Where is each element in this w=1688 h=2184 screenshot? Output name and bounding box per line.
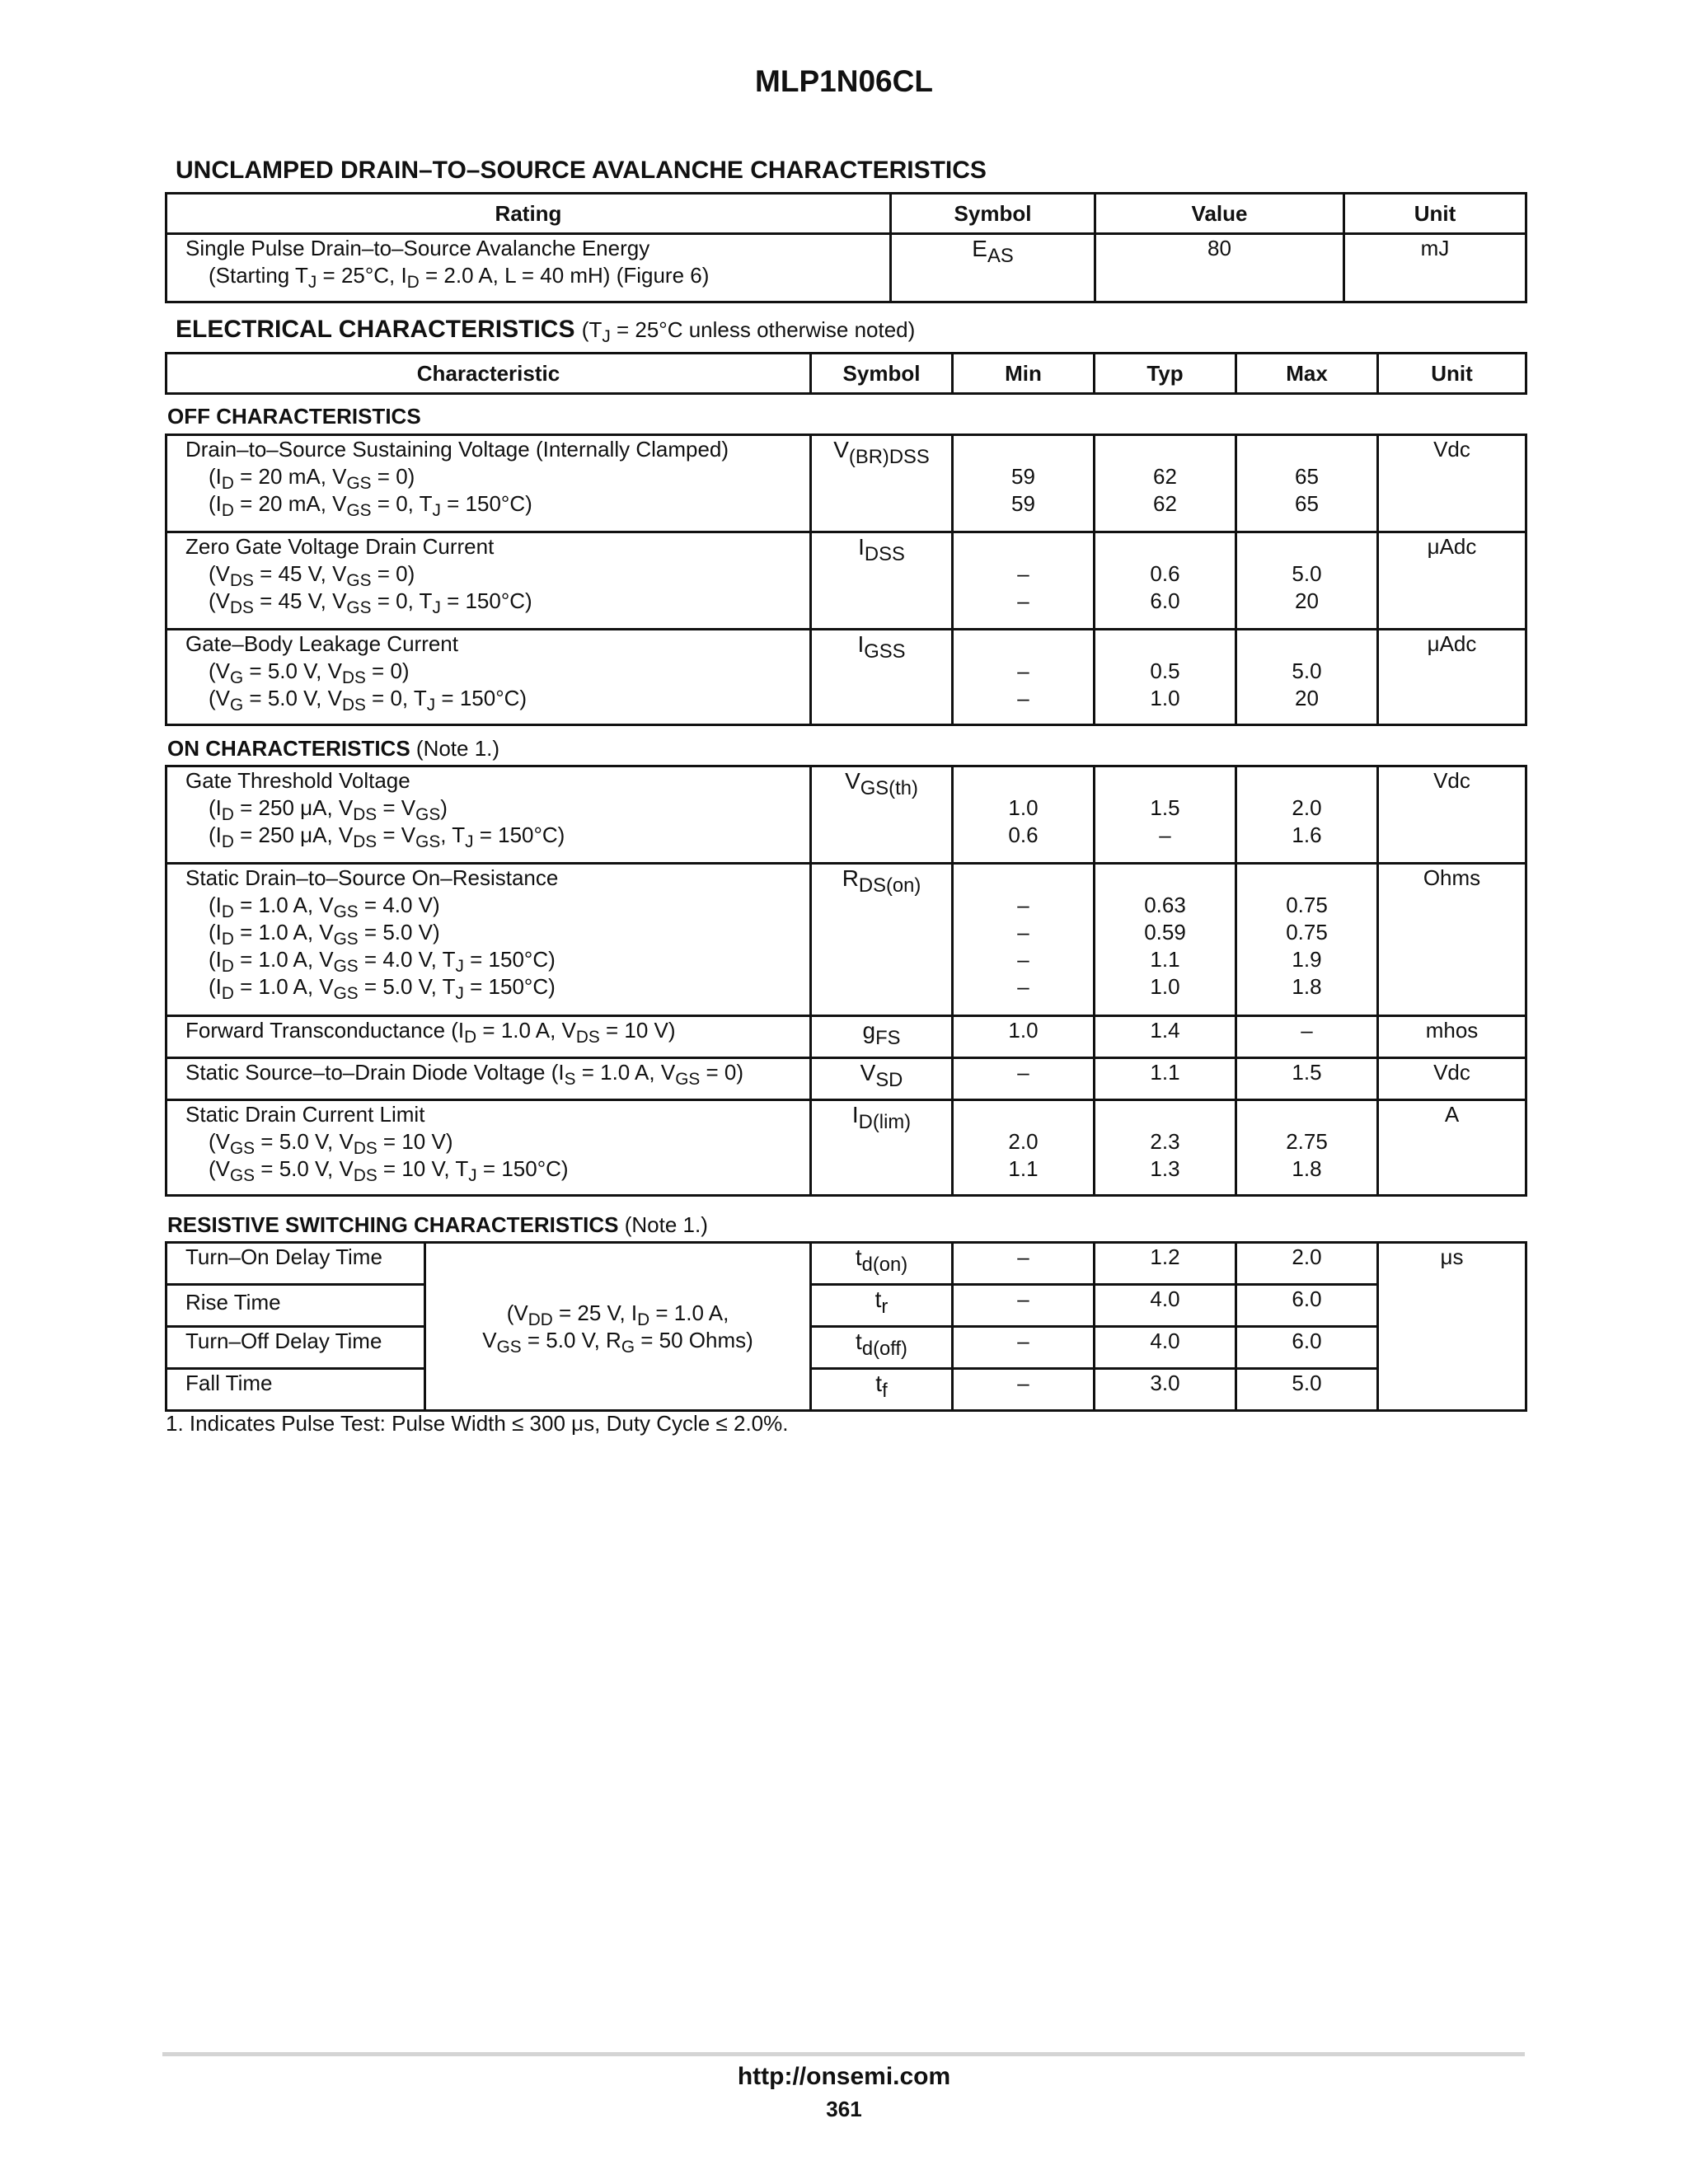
switching-label: Fall Time <box>166 1369 425 1411</box>
typ-value: 62 <box>1153 464 1177 489</box>
electrical-heading-note: ($T_J = 25^\circ C$ unless otherwise noted) <box>581 317 916 347</box>
min-value: 0.6 <box>1008 823 1039 847</box>
typ-value: 1.3 <box>1150 1156 1180 1181</box>
max-cell <box>1236 630 1378 725</box>
header-unit: Unit <box>1344 194 1526 234</box>
min-value: 1.0 <box>1008 795 1039 820</box>
max-cell: 1.5 <box>1236 1058 1378 1100</box>
symbol-cell: $V_{GS(th)}$ <box>811 766 953 864</box>
unit-cell: Vdc <box>1378 1058 1526 1100</box>
characteristic-title: Gate Threshold Voltage <box>185 768 410 793</box>
table-row <box>166 1058 1526 1100</box>
rating-cell <box>166 234 891 302</box>
symbol-cell: $I_{DSS}$ <box>811 532 953 630</box>
avalanche-table <box>165 192 1527 303</box>
unit-cell: Vdc <box>1378 766 1526 864</box>
max-cell <box>1236 766 1378 864</box>
condition-line: ($I_D = 1.0$ A, $V_{GS} = 5.0$ V) <box>209 920 440 949</box>
min-cell <box>953 766 1095 864</box>
header-characteristic: Characteristic <box>166 354 811 394</box>
min-value: – <box>1017 947 1029 972</box>
header-min: Min <box>953 354 1095 394</box>
table-row <box>166 1327 1526 1369</box>
max-value: 2.75 <box>1286 1129 1328 1154</box>
max-cell <box>1236 435 1378 532</box>
min-cell: – <box>953 1327 1095 1369</box>
max-value: 1.9 <box>1292 947 1322 972</box>
condition-line: ($I_D = 250$ μA, $V_{DS} = V_{GS}$) <box>209 795 448 825</box>
header-symbol: Symbol <box>891 194 1095 234</box>
unit-cell: μAdc <box>1378 630 1526 725</box>
characteristic-cell <box>166 532 811 630</box>
typ-cell <box>1095 630 1236 725</box>
typ-value: 1.0 <box>1150 686 1180 710</box>
characteristic-title: Static Drain Current Limit <box>185 1102 425 1127</box>
typ-value: 0.59 <box>1144 920 1186 944</box>
max-value: 0.75 <box>1286 920 1328 944</box>
symbol-cell: $E_{AS}$ <box>891 234 1095 302</box>
header-typ: Typ <box>1095 354 1236 394</box>
header-rating: Rating <box>166 194 891 234</box>
max-cell: 5.0 <box>1236 1369 1378 1411</box>
symbol-cell: $V_{(BR)DSS}$ <box>811 435 953 532</box>
on-characteristics-table <box>165 765 1527 1197</box>
characteristic-title: Gate–Body Leakage Current <box>185 631 458 656</box>
min-cell: – <box>953 1243 1095 1285</box>
table-row <box>166 532 1526 630</box>
page-title: MLP1N06CL <box>755 64 933 98</box>
max-cell: 2.0 <box>1236 1243 1378 1285</box>
typ-cell <box>1095 532 1236 630</box>
max-cell <box>1236 1100 1378 1196</box>
max-cell <box>1236 532 1378 630</box>
electrical-header-row <box>166 354 1526 394</box>
switching-heading-note: (Note 1.) <box>624 1212 708 1237</box>
switching-heading <box>167 1212 708 1238</box>
condition-line: ($V_{DD} = 25$ V, $I_D = 1.0$ A, <box>506 1300 729 1329</box>
electrical-heading <box>176 316 916 347</box>
table-row <box>166 1016 1526 1058</box>
characteristic-cell <box>166 435 811 532</box>
characteristic-cell <box>166 864 811 1016</box>
max-value: 20 <box>1295 686 1319 710</box>
min-value: – <box>1017 974 1029 999</box>
unit-cell: A <box>1378 1100 1526 1196</box>
characteristic-title: Drain–to–Source Sustaining Voltage (Internally Clamped) <box>185 437 729 462</box>
unit-cell: Ohms <box>1378 864 1526 1016</box>
header-value: Value <box>1095 194 1344 234</box>
table-row <box>166 1285 1526 1327</box>
on-characteristics-heading <box>167 736 499 762</box>
max-value: 1.8 <box>1292 974 1322 999</box>
min-value: 1.1 <box>1008 1156 1039 1181</box>
header-symbol: Symbol <box>811 354 953 394</box>
table-row <box>166 234 1526 302</box>
off-characteristics-heading: OFF CHARACTERISTICS <box>167 404 421 429</box>
typ-cell <box>1095 1100 1236 1196</box>
max-value: 20 <box>1295 588 1319 613</box>
avalanche-heading: UNCLAMPED DRAIN–TO–SOURCE AVALANCHE CHARACTERISTICS <box>176 157 987 184</box>
min-value: – <box>1017 658 1029 683</box>
condition-line: ($V_{DS} = 45$ V, $V_{GS} = 0$, $T_J = 150^\circ C$) <box>209 588 532 618</box>
min-cell: – <box>953 1285 1095 1327</box>
footer-url-link[interactable]: http://onsemi.com <box>737 2063 951 2090</box>
switching-label: Turn–Off Delay Time <box>166 1327 425 1369</box>
on-heading-note: (Note 1.) <box>415 736 500 761</box>
max-cell: – <box>1236 1016 1378 1058</box>
typ-value: 2.3 <box>1150 1129 1180 1154</box>
avalanche-header-row <box>166 194 1526 234</box>
characteristic-cell <box>166 766 811 864</box>
value-cell: 80 <box>1095 234 1344 302</box>
electrical-header-table <box>165 352 1527 395</box>
min-cell <box>953 532 1095 630</box>
typ-value: 1.5 <box>1150 795 1180 820</box>
max-value: 0.75 <box>1286 893 1328 917</box>
typ-cell: 1.1 <box>1095 1058 1236 1100</box>
table-row <box>166 435 1526 532</box>
symbol-cell: $t_f$ <box>811 1369 953 1411</box>
table-row <box>166 630 1526 725</box>
header-max: Max <box>1236 354 1378 394</box>
symbol-cell: $I_{GSS}$ <box>811 630 953 725</box>
switching-condition <box>425 1243 811 1411</box>
typ-cell <box>1095 864 1236 1016</box>
min-cell <box>953 435 1095 532</box>
min-cell <box>953 864 1095 1016</box>
symbol-cell: $t_{d(off)}$ <box>811 1327 953 1369</box>
rating-condition: (Starting $T_J = 25^\circ C$, $I_D = 2.0$ A, L = 40 mH) (Figure 6) <box>209 263 710 293</box>
min-cell: – <box>953 1369 1095 1411</box>
table-row <box>166 1100 1526 1196</box>
condition-line: ($V_{GS} = 5.0$ V, $V_{DS} = 10$ V) <box>209 1129 453 1159</box>
max-value: 1.6 <box>1292 823 1322 847</box>
characteristic-title: Static Drain–to–Source On–Resistance <box>185 865 559 890</box>
header-unit: Unit <box>1378 354 1526 394</box>
condition-line: ($I_D = 1.0$ A, $V_{GS} = 5.0$ V, $T_J = 150^\circ C$) <box>209 974 556 1004</box>
condition-line: ($V_G = 5.0$ V, $V_{DS} = 0$, $T_J = 150^\circ C$) <box>209 686 528 715</box>
switching-table <box>165 1241 1527 1412</box>
symbol-cell: $t_r$ <box>811 1285 953 1327</box>
typ-cell <box>1095 766 1236 864</box>
symbol-cell: $V_{SD}$ <box>811 1058 953 1100</box>
unit-cell: Vdc <box>1378 435 1526 532</box>
typ-value: 1.0 <box>1150 974 1180 999</box>
min-cell: 1.0 <box>953 1016 1095 1058</box>
max-value: 2.0 <box>1292 795 1322 820</box>
max-value: 5.0 <box>1292 561 1322 586</box>
characteristic-cell <box>166 1016 811 1058</box>
electrical-heading-title: ELECTRICAL CHARACTERISTICS <box>176 316 575 343</box>
symbol-cell: $I_{D(lim)}$ <box>811 1100 953 1196</box>
typ-value: – <box>1159 823 1171 847</box>
condition-line: ($I_D = 20$ mA, $V_{GS} = 0$, $T_J = 150^\circ C$) <box>209 491 532 521</box>
unit-cell: mJ <box>1344 234 1526 302</box>
max-cell: 6.0 <box>1236 1285 1378 1327</box>
typ-cell: 3.0 <box>1095 1369 1236 1411</box>
min-value: 59 <box>1011 491 1035 516</box>
typ-cell: 1.4 <box>1095 1016 1236 1058</box>
condition-line: ($I_D = 1.0$ A, $V_{GS} = 4.0$ V, $T_J = 150^\circ C$) <box>209 947 556 977</box>
min-value: – <box>1017 686 1029 710</box>
condition-line: $V_{GS} = 5.0$ V, $R_G = 50$ Ohms) <box>482 1327 753 1357</box>
table-row <box>166 766 1526 864</box>
min-value: 59 <box>1011 464 1035 489</box>
characteristic-cell <box>166 1100 811 1196</box>
typ-value: 0.63 <box>1144 893 1186 917</box>
unit-cell: μs <box>1378 1243 1526 1411</box>
condition-line: ($I_D = 1.0$ A, $V_{GS} = 4.0$ V) <box>209 893 440 922</box>
condition-line: ($I_D = 20$ mA, $V_{GS} = 0$) <box>209 464 415 494</box>
condition-line: ($V_{GS} = 5.0$ V, $V_{DS} = 10$ V, $T_J = 150^\circ C$) <box>209 1156 569 1186</box>
max-value: 5.0 <box>1292 658 1322 683</box>
max-cell: 6.0 <box>1236 1327 1378 1369</box>
symbol-cell: $t_{d(on)}$ <box>811 1243 953 1285</box>
characteristic-title: Zero Gate Voltage Drain Current <box>185 534 495 559</box>
min-cell <box>953 1100 1095 1196</box>
min-value: – <box>1017 920 1029 944</box>
unit-cell: mhos <box>1378 1016 1526 1058</box>
footer-divider <box>162 2052 1525 2056</box>
min-cell <box>953 630 1095 725</box>
typ-value: 6.0 <box>1150 588 1180 613</box>
characteristic-cell <box>166 1058 811 1100</box>
max-value: 65 <box>1295 464 1319 489</box>
min-value: 2.0 <box>1008 1129 1039 1154</box>
typ-cell: 4.0 <box>1095 1285 1236 1327</box>
footnote: 1. Indicates Pulse Test: Pulse Width ≤ 300 μs, Duty Cycle ≤ 2.0%. <box>166 1411 789 1436</box>
characteristic-title: Forward Transconductance ($I_D = 1.0$ A, $V_{DS} = 10$ V) <box>185 1018 676 1047</box>
table-row <box>166 1369 1526 1411</box>
on-heading-title: ON CHARACTERISTICS <box>167 736 410 761</box>
typ-cell: 4.0 <box>1095 1327 1236 1369</box>
min-value: – <box>1017 561 1029 586</box>
typ-value: 0.5 <box>1150 658 1180 683</box>
min-cell: – <box>953 1058 1095 1100</box>
characteristic-cell <box>166 630 811 725</box>
typ-cell: 1.2 <box>1095 1243 1236 1285</box>
condition-line: ($V_G = 5.0$ V, $V_{DS} = 0$) <box>209 658 410 688</box>
typ-cell <box>1095 435 1236 532</box>
rating-line: Single Pulse Drain–to–Source Avalanche Energy <box>185 236 650 260</box>
min-value: – <box>1017 893 1029 917</box>
symbol-cell: $R_{DS(on)}$ <box>811 864 953 1016</box>
condition-line: ($I_D = 250$ μA, $V_{DS} = V_{GS}$, $T_J = 150^\circ C$) <box>209 823 565 852</box>
switching-label: Rise Time <box>166 1285 425 1327</box>
characteristic-title: Static Source–to–Drain Diode Voltage ($I_S = 1.0$ A, $V_{GS} = 0$) <box>185 1060 743 1090</box>
typ-value: 1.1 <box>1150 947 1180 972</box>
table-row <box>166 864 1526 1016</box>
switching-heading-title: RESISTIVE SWITCHING CHARACTERISTICS <box>167 1212 619 1237</box>
max-value: 1.8 <box>1292 1156 1322 1181</box>
max-value: 65 <box>1295 491 1319 516</box>
typ-value: 62 <box>1153 491 1177 516</box>
table-row <box>166 1243 1526 1285</box>
condition-line: ($V_{DS} = 45$ V, $V_{GS} = 0$) <box>209 561 415 591</box>
min-value: – <box>1017 588 1029 613</box>
max-cell <box>1236 864 1378 1016</box>
symbol-cell: $g_{FS}$ <box>811 1016 953 1058</box>
unit-cell: μAdc <box>1378 532 1526 630</box>
off-characteristics-table <box>165 434 1527 726</box>
switching-label: Turn–On Delay Time <box>166 1243 425 1285</box>
typ-value: 0.6 <box>1150 561 1180 586</box>
page-number: 361 <box>826 2097 862 2121</box>
